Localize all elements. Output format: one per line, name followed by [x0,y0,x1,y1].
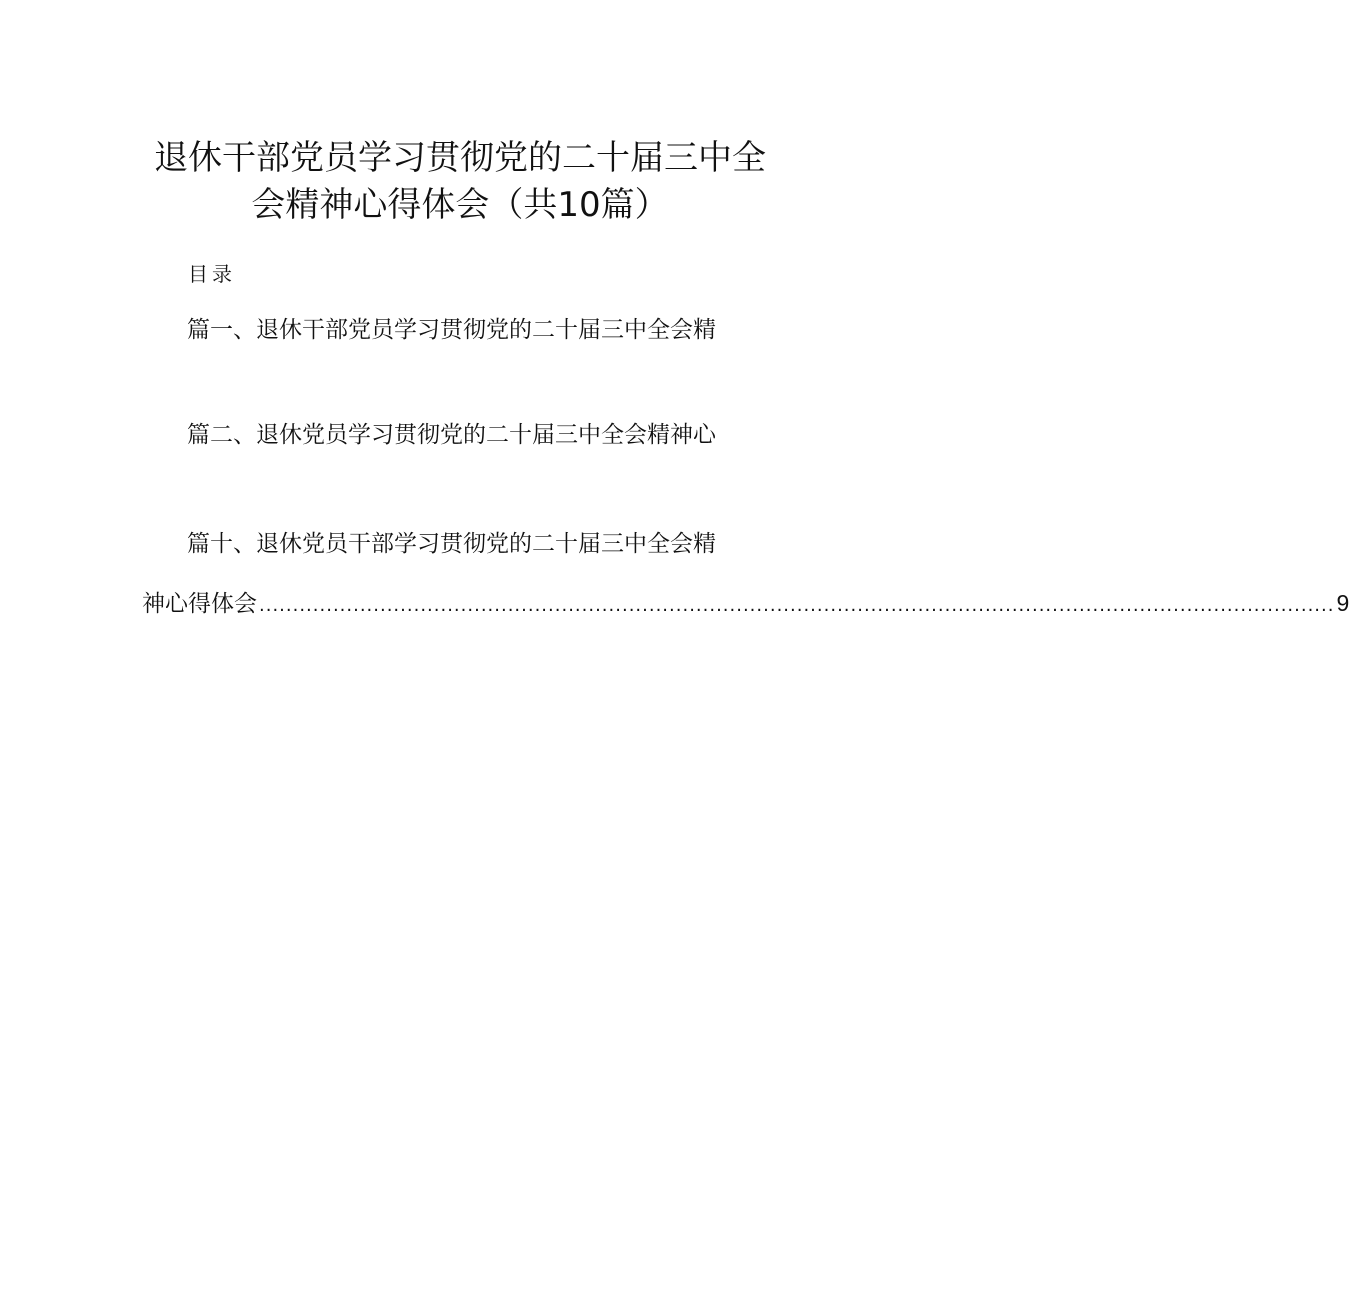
toc-entry-10-continuation[interactable] [142,589,1349,620]
document-title-line-2: 会精神心得体会（共10篇） [251,185,669,225]
toc-entry-10-page-number: 9 [1336,590,1349,616]
toc-entry-10[interactable]: 篇十、退休党员干部学习贯彻党的二十届三中全会精 [187,531,716,557]
document-title-line-1: 退休干部党员学习贯彻党的二十届三中全 [154,138,766,178]
toc-heading: 目录 [188,262,236,286]
toc-entry-2[interactable]: 篇二、退休党员学习贯彻党的二十届三中全会精神心 [187,422,716,448]
toc-dot-leader: ................................................................................................................................................................ [259,595,1335,616]
toc-entry-1[interactable]: 篇一、退休干部党员学习贯彻党的二十届三中全会精 [187,317,716,343]
toc-entry-10-continuation-text: 神心得体会 [142,591,257,617]
